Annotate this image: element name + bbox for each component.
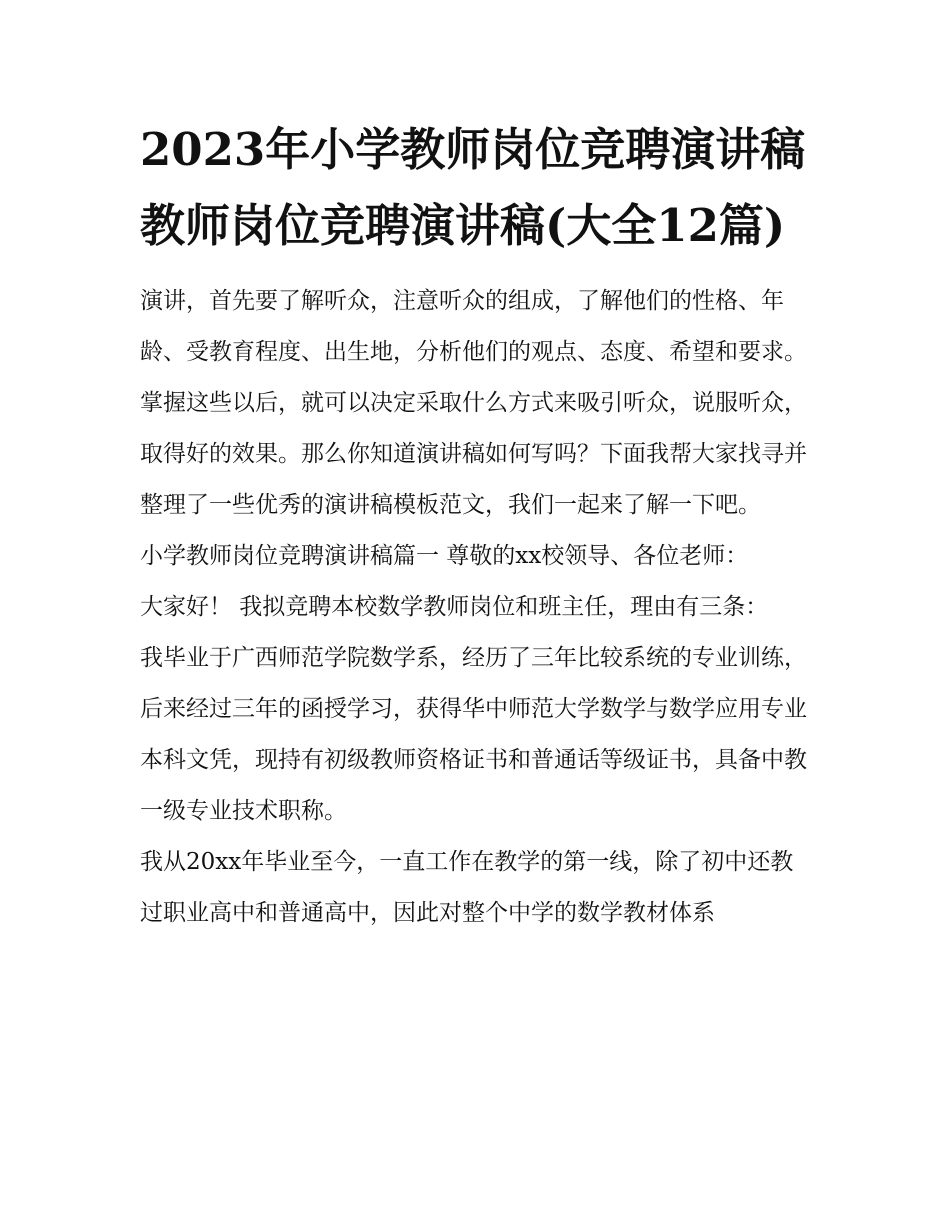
document-body	[140, 112, 812, 939]
document-title: 2023年小学教师岗位竞聘演讲稿 教师岗位竞聘演讲稿(大全12篇)	[140, 123, 806, 252]
paragraph-intro: 演讲，首先要了解听众，注意听众的组成，了解他们的性格、年龄、受教育程度、出生地，分析他们的观点、态度、希望和要求。掌握这些以后，就可以决定采取什么方式来吸引听众，说服听众，取得好的效果。那么你知道演讲稿如何写吗？下面我帮大家找寻并整理了一些优秀的演讲稿模板范文，我们一起来了解一下吧。	[140, 288, 807, 518]
paragraph-experience: 我从20xx年毕业至今，一直工作在教学的第一线，除了初中还教过职业高中和普通高中，因此对整个中学的数学教材体系	[140, 849, 794, 926]
paragraph-greeting-heading: 小学教师岗位竞聘演讲稿篇一 尊敬的xx校领导、各位老师：	[140, 543, 749, 569]
paragraph-education: 我毕业于广西师范学院数学系，经历了三年比较系统的专业训练，后来经过三年的函授学习，获得华中师范大学数学与数学应用专业本科文凭，现持有初级教师资格证书和普通话等级证书，具备中教一级专业技术职称。	[140, 645, 807, 824]
paragraph-hello: 大家好！ 我拟竞聘本校数学教师岗位和班主任，理由有三条：	[140, 594, 769, 620]
